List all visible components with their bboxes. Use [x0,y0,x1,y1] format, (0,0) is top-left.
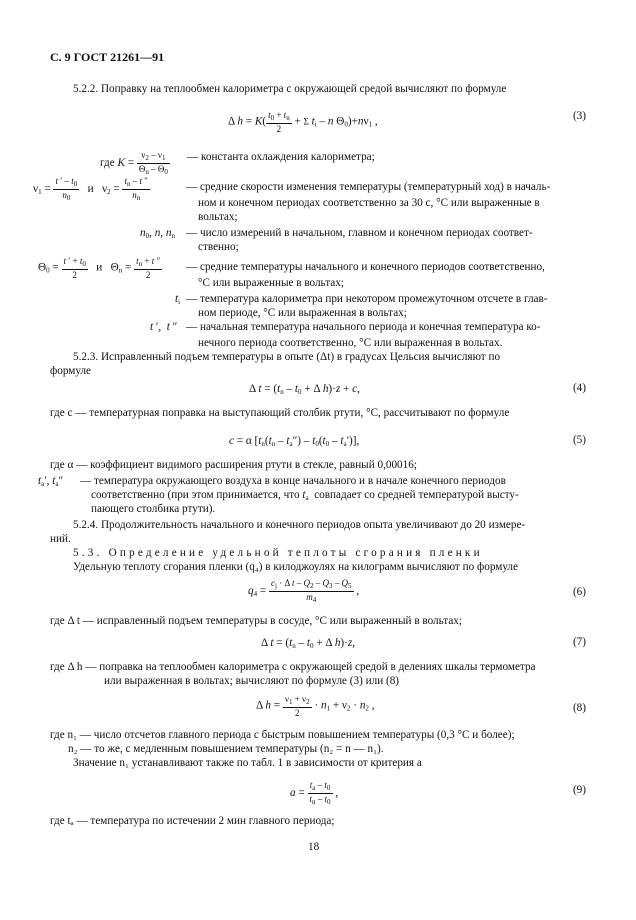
n1-criterion: Значение n₁ устанавливают также по табл. 1 в зависимости от критерия a [73,757,422,769]
eq-number-8: (8) [572,702,586,714]
para-5-2-4-b: ний. [50,533,71,545]
ta-desc-1: — температура окружающего воздуха в конце начального и в начале конечного периодов [80,475,506,487]
c-line: где c — температурная поправка на выступающий столбик ртути, °С, рассчитывают по формуле [50,407,510,419]
ti-symbol: $t_i$ [175,293,181,306]
theta-desc-1: — средние температуры начального и конечного периодов соответственно, [186,261,545,273]
ti-desc-1: — температура калориметра при некотором промежуточном отсчете в глав- [186,293,548,305]
alpha-line: где α — коэффициент видимого расширения ртути в стекле, равный 0,00016; [50,459,417,471]
eq-number-9: (9) [572,784,586,796]
formula-6: $q_4$ = $\frac{c_j \cdot \Delta t - Q_2 - Q_3 - Q_5}{m_4}$ , [248,578,360,604]
n1-line: где n₁ — число отсчетов главного периода с быстрым повышением температуры (0,3 °С и более); [50,729,515,741]
para-5-2-3-b: формуле [50,365,91,377]
formula-5: c = α $[t_n(t_n - t_a'') - t_0(t_0 - t_a')]$, [229,435,360,448]
theta-formula: $\Theta_0$ = $\frac{t ' + t_0}{2}$ и $\Theta_n$ = $\frac{t_n + t ''}{2}$ [38,256,161,280]
n-desc-1: — число измерений в начальном, главном и конечном периодах соответ- [186,227,533,239]
para-5-2-2: 5.2.2. Поправку на теплообмен калориметра с окружающей средой вычисляют по формуле [73,83,507,95]
ta-last-line: где tₐ — температура по истечении 2 мин главного периода; [50,815,335,827]
dt-line: где Δ t — исправленный подъем температуры в сосуде, °С или выраженный в вольтах; [50,615,463,627]
n-symbols: $n_0$, n, $n_n$ [140,227,175,240]
formula-8: Δ h = $\frac{\nu_1 + \nu_2}{2}$ · $n_1 + \nu_2 \cdot n_2$ , [256,694,375,718]
ta-symbols: $t_a'$, $t_a''$ [38,475,64,488]
eq-number-6: (6) [572,586,586,598]
formula-3: Δ h = K( $\frac{t_0 + t_n}{2}$ + Σ $t_i$ – n $\Theta_0)+n\nu_1$ , [228,110,378,134]
page-number: 18 [308,841,320,853]
ti-desc-2: ном периоде, °С или выраженная в вольтах; [198,307,407,319]
theta-desc-2: °С или выраженные в вольтах; [198,277,344,289]
dh-line-1: где Δ h — поправка на теплообмен калориметра с окружающей средой в делениях шкалы термометра [50,661,536,673]
tt-desc-2: нечного периода соответственно, °С или выраженная в вольтах. [198,337,503,349]
ta-desc-3: пающего столбика ртути). [91,503,216,515]
dh-line-2: или выраженная в вольтах; вычисляют по формуле (3) или (8) [104,675,400,687]
eq-number-4: (4) [572,382,586,394]
formula-7: Δ $t = (t_n - t_0 + \Delta$ h)·z, [261,637,356,650]
k-desc: — константа охлаждения калориметра; [187,151,375,163]
eq-number-3: (3) [572,110,586,122]
formula-9: a = $\frac{t_a - t_0}{t_n - t_0}$ , [290,780,339,806]
ta-desc-2: соответственно (при этом принимается, что $t_a$ совпадает со средней температурой высту- [91,489,519,502]
tt-symbols: t ′, t ″ [150,321,178,333]
v-desc-1: — средние скорости изменения температуры (температурный ход) в началь- [186,181,551,193]
n2-line: n₂ — то же, с медленным повышением температуры (n₂ = n — n₁). [68,743,384,755]
k-formula: где K = $\frac{\nu_2 - \nu_1}{\Theta_n - \Theta_0}$ [100,150,168,176]
v-formula: $\nu_1$ = $\frac{t ' - t_0}{n_0}$ и $\nu_2$ = $\frac{t_n - t ''}{n_n}$ [33,176,148,202]
v-desc-3: вольтах; [198,211,238,223]
formula-4: Δ $t = (t_n - t_0 + \Delta$ h)·z + c, [249,383,360,396]
section-5-3-title: 5.3. Определение удельной теплоты сгорания пленки [73,547,483,559]
para-5-2-3-a: 5.2.3. Исправленный подъем температуры в опыте (Δt) в градусах Цельсия вычисляют по [73,351,501,363]
tt-desc-1: — начальная температура начального периода и конечная температура ко- [186,321,541,333]
eq-number-5: (5) [572,434,586,446]
para-5-3: Удельную теплоту сгорания пленки (q₄) в килоджоулях на килограмм вычисляют по формуле [73,561,518,573]
para-5-2-4-a: 5.2.4. Продолжительность начального и конечного периодов опыта увеличивают до 20 измере- [73,519,526,531]
n-desc-2: ственно; [198,241,239,253]
page-header: С. 9 ГОСТ 21261—91 [50,50,165,64]
v-desc-2: ном и конечном периодах соответственно за 30 с, °С или выраженные в [198,197,540,209]
eq-number-7: (7) [572,636,586,648]
